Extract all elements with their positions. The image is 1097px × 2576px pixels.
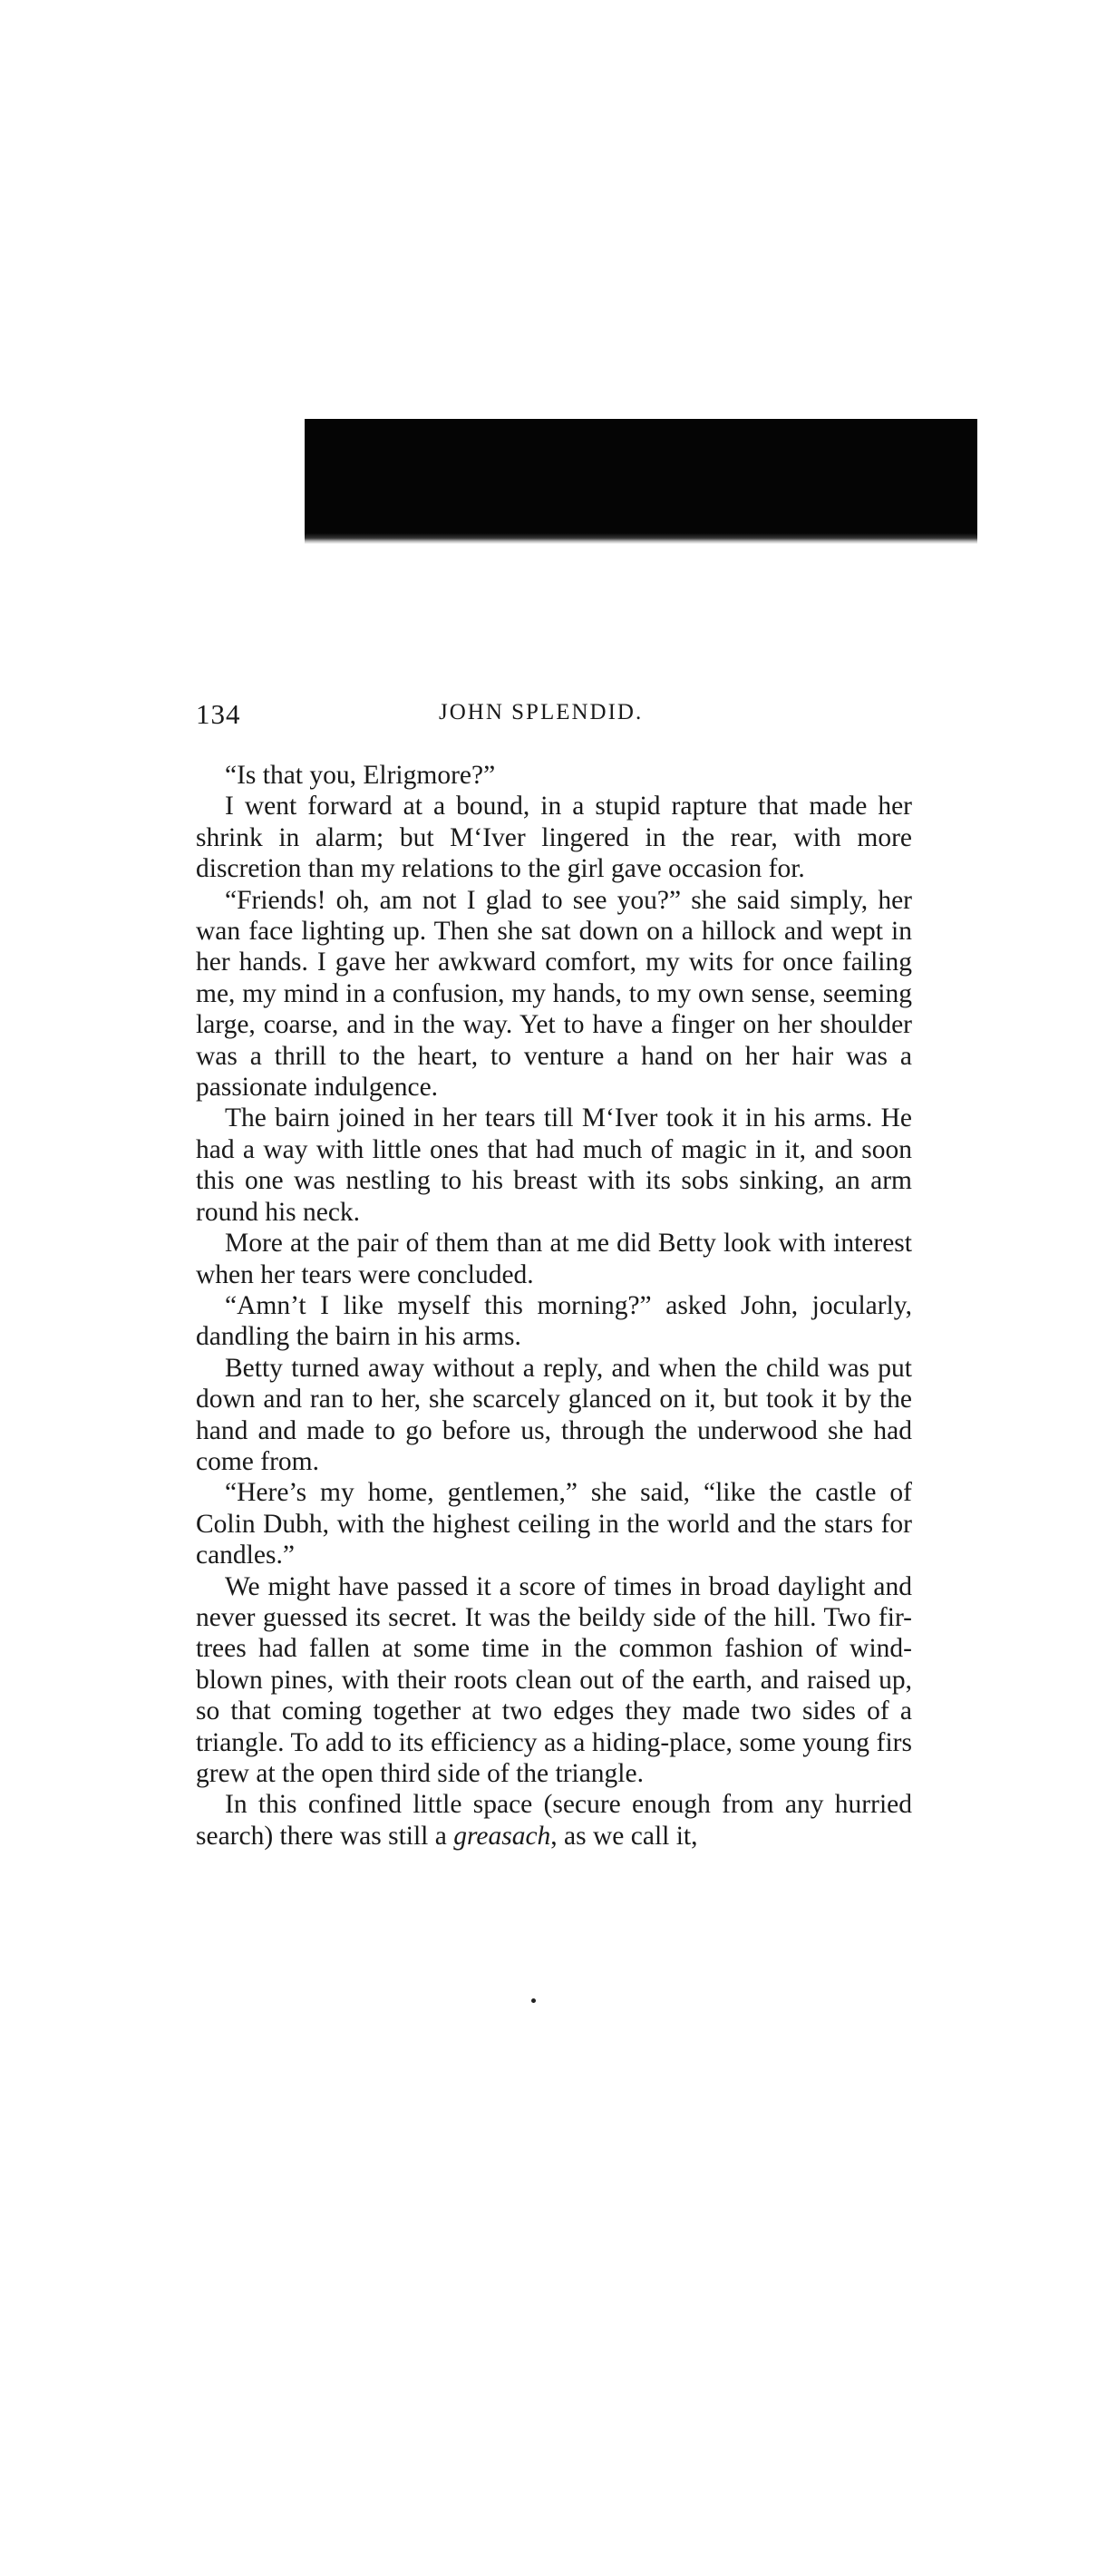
paragraph: The bairn joined in her tears till M‘Iver took it in his arms. He had a way with little ones that had much of magic in it, and soon this one was nestling to his breast with its sobs sinking, an arm round his neck. (196, 1103, 912, 1227)
stray-dot (531, 1998, 536, 2003)
paragraph: We might have passed it a score of times in broad daylight and never guessed its secret. It was the beildy side of the hill. Two fir-trees had fallen at some time in the common fashion of wind-blown pines, with their roots clean out of the earth, and raised up, so that coming together at two edges they made two sides of a triangle. To add to its efficiency as a hiding-place, some young firs grew at the open third side of the triangle. (196, 1571, 912, 1788)
italic-word: greasach (453, 1821, 551, 1851)
redaction-bar (305, 419, 977, 539)
paragraph-text: , as we call it, (550, 1821, 698, 1851)
paragraph-text: In this confined little space (secure enough from any hurried search) there was still a (196, 1790, 912, 1851)
paragraph: More at the pair of them than at me did Betty look with interest when her tears were concluded. (196, 1229, 912, 1289)
page-number: 134 (196, 698, 241, 730)
paragraph: “Here’s my home, gentlemen,” she said, “like the castle of Colin Dubh, with the highest ceiling in the world and the stars for candles.” (196, 1478, 912, 1570)
paragraph: I went forward at a bound, in a stupid rapture that made her shrink in alarm; but M‘Iver lingered in the rear, with more discretion than my relations to the girl gave occasion for. (196, 792, 912, 884)
paragraph: “Friends! oh, am not I glad to see you?” she said simply, her wan face lighting up. Then she sat down on a hillock and wept in her hands. I gave her awkward comfort, my wits for once failing me, my mind in a confusion, my hands, to my own sense, seeming large, coarse, and in the way. Yet to have a finger on her shoulder was a thrill to the heart, to venture a hand on her hair was a passionate indulgence. (196, 885, 912, 1103)
paragraph: “Amn’t I like myself this morning?” asked John, jocularly, dandling the bairn in his arms. (196, 1290, 912, 1352)
redaction-bar-edge (305, 533, 977, 544)
page-header (196, 698, 912, 734)
paragraph: Betty turned away without a reply, and when the child was put down and ran to her, she scarcely glanced on it, but took it by the hand and made to go before us, through the underwood she had come from. (196, 1353, 912, 1476)
body-text (196, 760, 912, 1852)
paragraph-last (196, 1789, 912, 1852)
running-title: JOHN SPLENDID. (439, 700, 644, 724)
paragraph: “Is that you, Elrigmore?” (225, 761, 496, 790)
